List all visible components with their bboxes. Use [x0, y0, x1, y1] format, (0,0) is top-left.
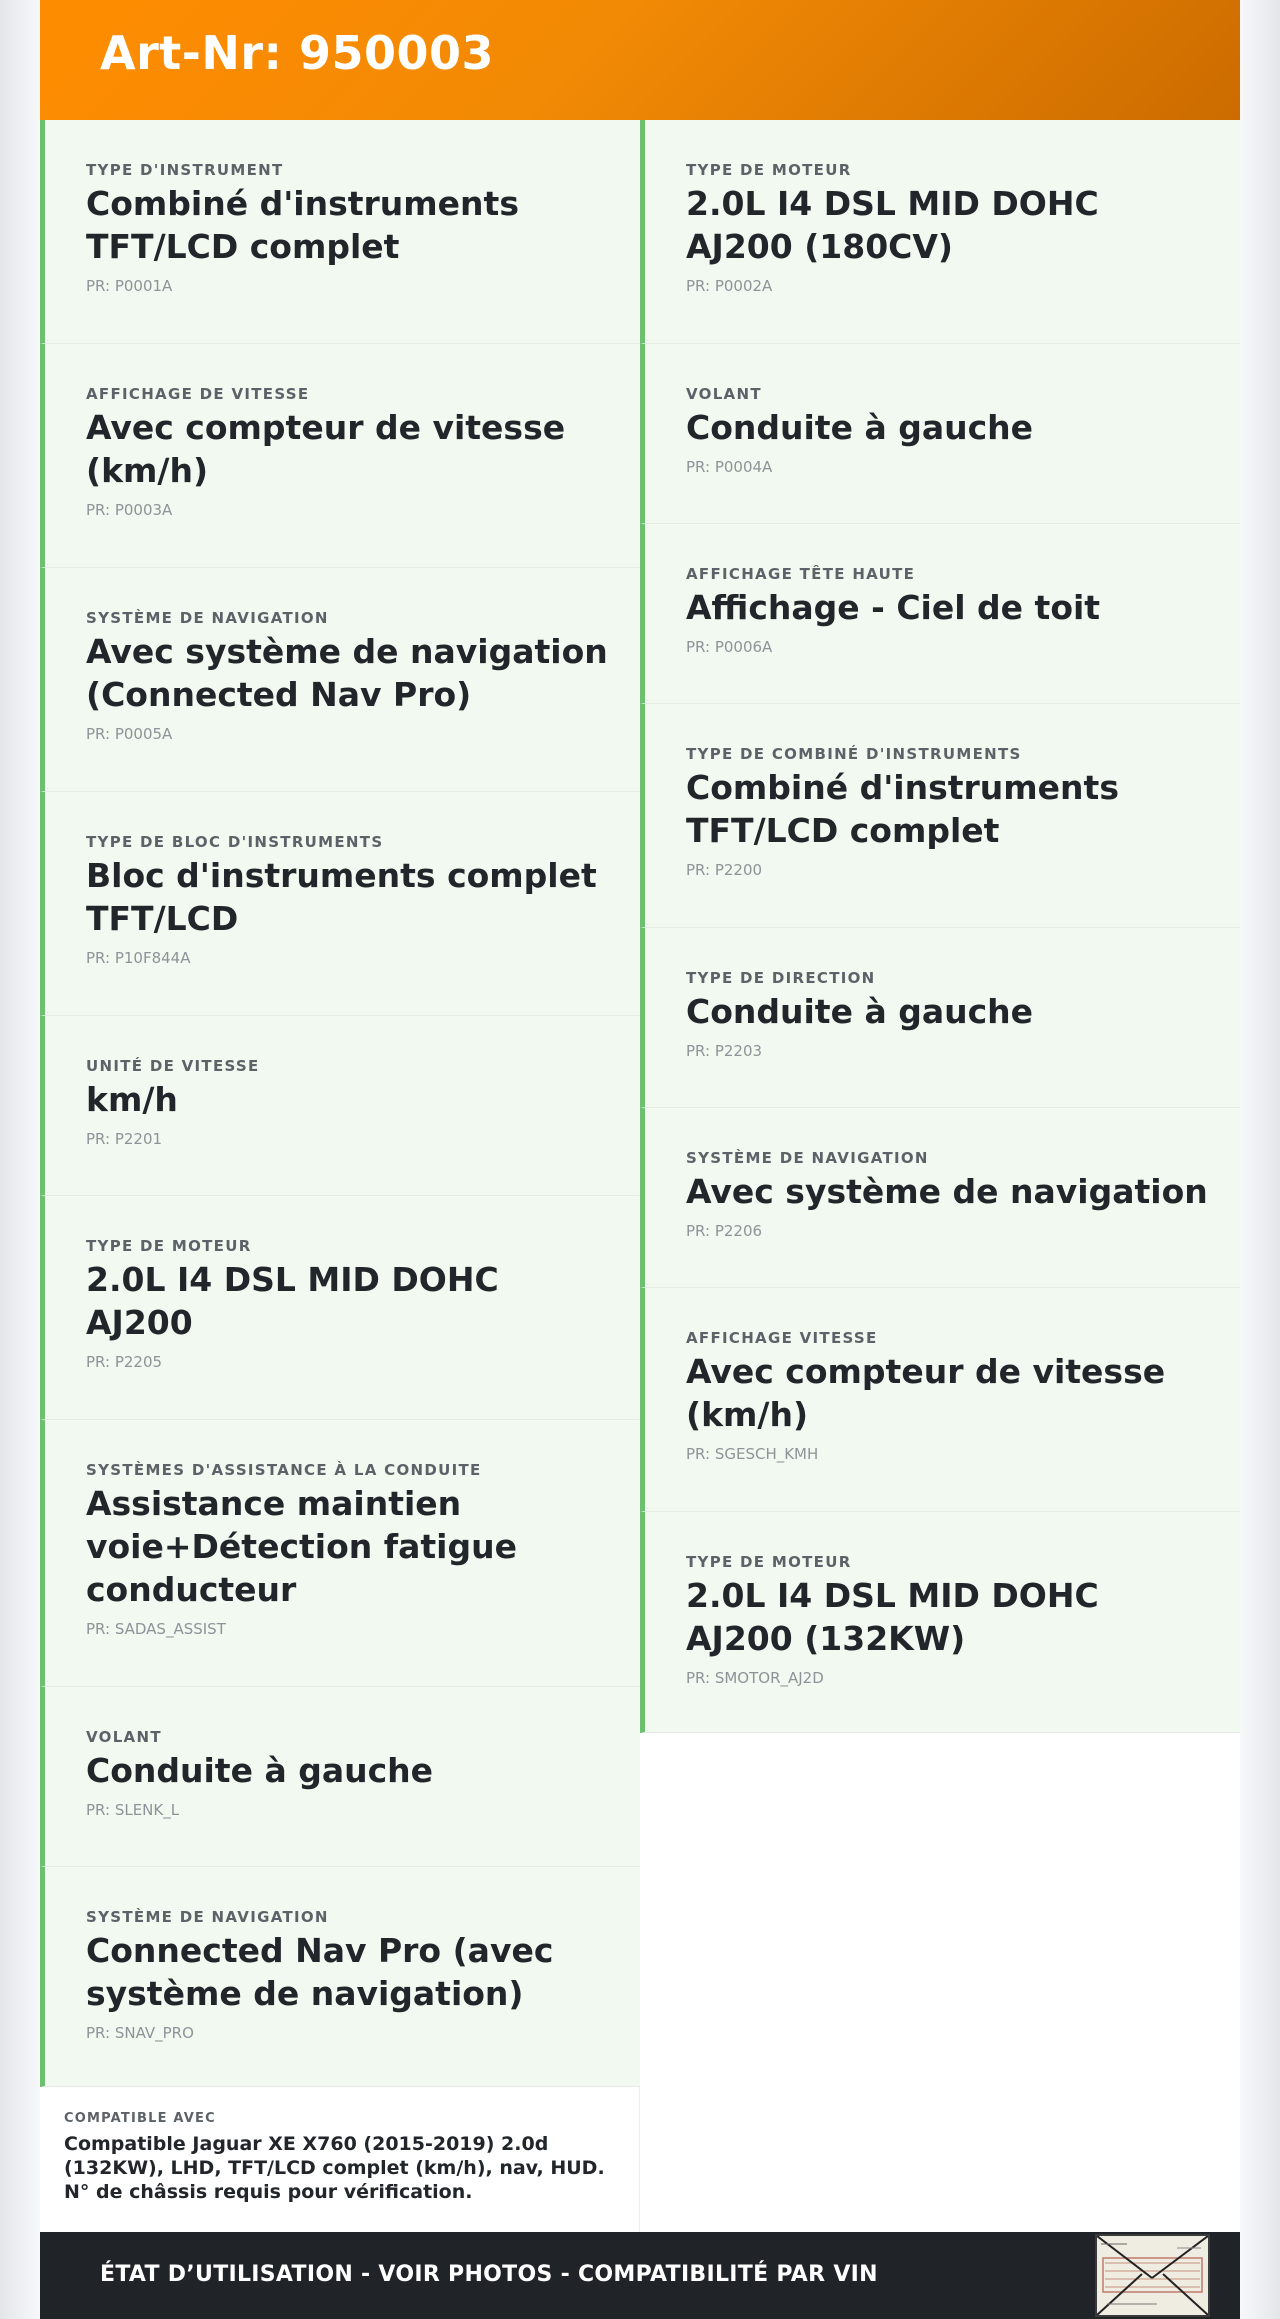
spec-label: AFFICHAGE DE VITESSE	[86, 385, 310, 403]
spec-item	[40, 344, 640, 568]
spec-value: Affichage - Ciel de toit	[686, 588, 1101, 627]
spec-pr-code: PR: SLENK_L	[86, 1801, 180, 1819]
article-number-title: Art-Nr: 950003	[100, 26, 495, 80]
spec-column-left	[40, 120, 640, 2087]
spec-value: Conduite à gauche	[686, 992, 1034, 1031]
spec-item	[640, 928, 1240, 1108]
spec-pr-code: PR: P0006A	[686, 638, 773, 656]
spec-item	[640, 1108, 1240, 1288]
spec-label: UNITÉ DE VITESSE	[86, 1057, 260, 1075]
spec-value: km/h	[86, 1080, 178, 1119]
spec-label: SYSTÈMES D'ASSISTANCE À LA CONDUITE	[86, 1461, 482, 1479]
spec-item	[40, 1687, 640, 1867]
spec-label: TYPE DE DIRECTION	[686, 969, 876, 987]
spec-item	[40, 120, 640, 344]
spec-pr-code: PR: P2203	[686, 1042, 763, 1060]
compatibility-text: Compatible Jaguar XE X760 (2015-2019) 2.0d (132KW), LHD, TFT/LCD complet (km/h), nav, HUD. N° de châssis requis pour vérification.	[64, 2133, 605, 2203]
compatibility-box	[40, 2087, 640, 2232]
spec-item	[40, 1196, 640, 1420]
spec-label: TYPE D'INSTRUMENT	[86, 161, 284, 179]
spec-column-right	[640, 120, 1240, 1733]
spec-label: SYSTÈME DE NAVIGATION	[686, 1149, 929, 1167]
spec-label: TYPE DE COMBINÉ D'INSTRUMENTS	[686, 745, 1022, 763]
envelope-stamp-icon	[1095, 2234, 1210, 2317]
spec-value: Combiné d'instruments TFT/LCD complet	[686, 768, 1119, 850]
footer-bar	[40, 2232, 1240, 2319]
spec-item	[640, 1512, 1240, 1733]
spec-label: TYPE DE MOTEUR	[686, 1553, 852, 1571]
spec-value: Conduite à gauche	[686, 408, 1034, 447]
spec-item	[40, 1420, 640, 1687]
spec-value: Connected Nav Pro (avec système de navigation)	[86, 1931, 554, 2013]
spec-label: VOLANT	[686, 385, 762, 403]
spec-value: Conduite à gauche	[86, 1751, 434, 1790]
spec-label: TYPE DE BLOC D'INSTRUMENTS	[86, 833, 384, 851]
spec-label: TYPE DE MOTEUR	[86, 1237, 252, 1255]
spec-pr-code: PR: SNAV_PRO	[86, 2024, 194, 2042]
spec-pr-code: PR: P0004A	[686, 458, 773, 476]
spec-value: Avec compteur de vitesse (km/h)	[686, 1352, 1166, 1434]
spec-item	[640, 524, 1240, 704]
footer-text: ÉTAT D’UTILISATION - VOIR PHOTOS - COMPATIBILITÉ PAR VIN	[100, 2262, 878, 2287]
spec-pr-code: PR: P0001A	[86, 277, 173, 295]
spec-pr-code: PR: P0002A	[686, 277, 773, 295]
spec-item	[40, 568, 640, 792]
spec-pr-code: PR: P0005A	[86, 725, 173, 743]
compatibility-label: COMPATIBLE AVEC	[64, 2111, 216, 2126]
spec-pr-code: PR: P0003A	[86, 501, 173, 519]
spec-pr-code: PR: P2206	[686, 1222, 763, 1240]
spec-item	[40, 1016, 640, 1196]
spec-label: SYSTÈME DE NAVIGATION	[86, 1908, 329, 1926]
spec-pr-code: PR: SADAS_ASSIST	[86, 1620, 226, 1638]
spec-value: Avec système de navigation	[686, 1172, 1208, 1211]
spec-pr-code: PR: P2201	[86, 1130, 163, 1148]
spec-pr-code: PR: SMOTOR_AJ2D	[686, 1669, 824, 1687]
spec-value: 2.0L I4 DSL MID DOHC AJ200 (180CV)	[686, 184, 1099, 266]
spec-label: VOLANT	[86, 1728, 162, 1746]
product-sheet	[40, 0, 1240, 2319]
spec-label: AFFICHAGE TÊTE HAUTE	[686, 565, 916, 583]
spec-item	[40, 792, 640, 1016]
spec-value: Assistance maintien voie+Détection fatigue conducteur	[86, 1484, 517, 1609]
spec-label: SYSTÈME DE NAVIGATION	[86, 609, 329, 627]
spec-pr-code: PR: P10F844A	[86, 949, 191, 967]
spec-pr-code: PR: P2205	[86, 1353, 163, 1371]
spec-item	[640, 704, 1240, 928]
spec-item	[640, 344, 1240, 524]
spec-value: 2.0L I4 DSL MID DOHC AJ200	[86, 1260, 499, 1342]
spec-value: Bloc d'instruments complet TFT/LCD	[86, 856, 597, 938]
header-bar	[40, 0, 1240, 120]
spec-label: AFFICHAGE VITESSE	[686, 1329, 878, 1347]
spec-label: TYPE DE MOTEUR	[686, 161, 852, 179]
spec-pr-code: PR: SGESCH_KMH	[686, 1445, 819, 1463]
spec-value: Avec système de navigation (Connected Nav Pro)	[86, 632, 608, 714]
spec-item	[40, 1867, 640, 2087]
spec-item	[640, 1288, 1240, 1512]
spec-pr-code: PR: P2200	[686, 861, 763, 879]
spec-value: Combiné d'instruments TFT/LCD complet	[86, 184, 519, 266]
spec-item	[640, 120, 1240, 344]
spec-value: 2.0L I4 DSL MID DOHC AJ200 (132KW)	[686, 1576, 1099, 1658]
spec-value: Avec compteur de vitesse (km/h)	[86, 408, 566, 490]
